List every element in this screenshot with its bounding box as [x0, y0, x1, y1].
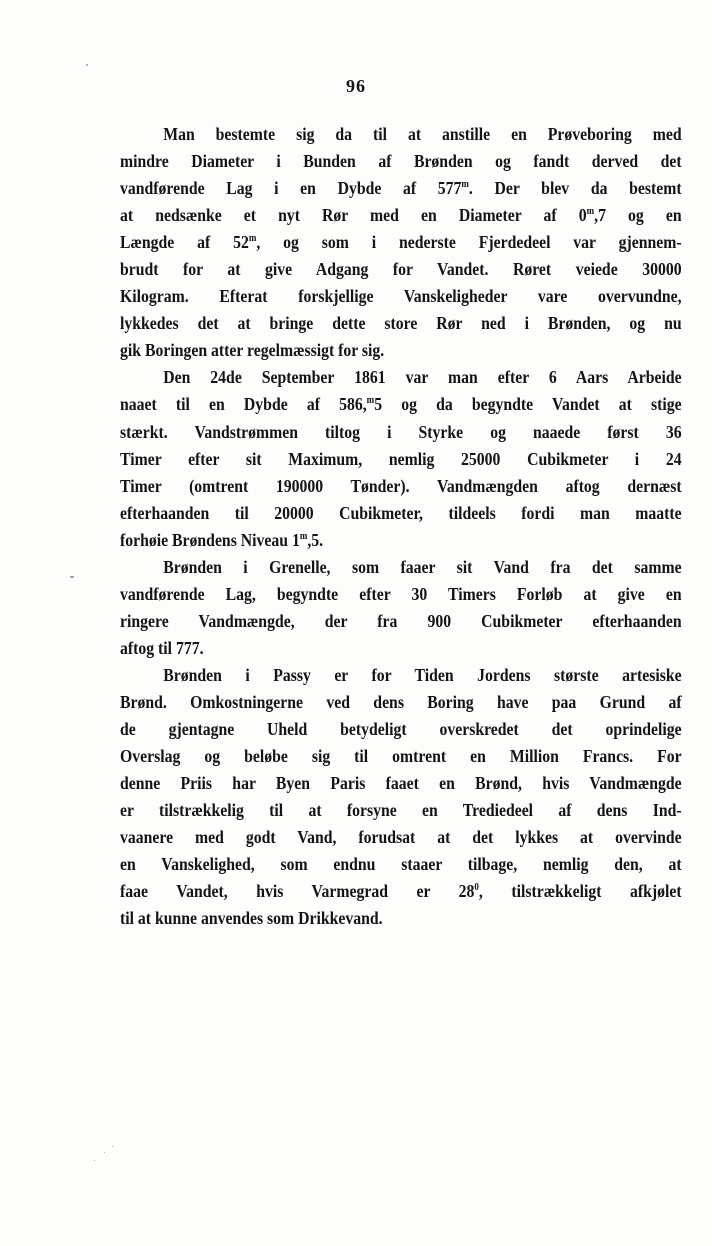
text-line — [120, 256, 682, 283]
text-line — [120, 716, 682, 743]
text-line — [120, 229, 682, 256]
text-line — [120, 391, 682, 418]
text-line-content: efterhaanden til 20000 Cubikmeter, tildeels fordi man maatte — [120, 502, 682, 523]
text-line-continuation: 5 og da begyndte Vandet at stige — [374, 394, 682, 415]
text-line — [120, 743, 682, 770]
text-line — [120, 662, 682, 689]
text-line-content: vandførende Lag, begyndte efter 30 Timers Forløb at give en — [120, 583, 682, 604]
text-line-content: lykkedes det at bringe dette store Rør ned i Brønden, og nu — [120, 313, 682, 334]
text-line — [120, 851, 682, 878]
text-line — [120, 310, 682, 337]
text-line-continuation: ,7 og en — [594, 205, 682, 226]
text-line-content: brudt for at give Adgang for Vandet. Røret veiede 30000 — [120, 259, 682, 280]
text-line — [120, 770, 682, 797]
superscript-unit: m — [366, 395, 375, 407]
text-line — [120, 608, 682, 635]
text-line-content: Brønden i Passy er for Tiden Jordens største artesiske — [163, 664, 682, 685]
text-line — [120, 581, 682, 608]
superscript-unit: m — [586, 206, 595, 218]
text-line-content: Brønden i Grenelle, som faaer sit Vand fra det samme — [163, 556, 682, 577]
text-line-continuation: . Der blev da bestemt — [468, 178, 682, 199]
text-line — [120, 175, 682, 202]
text-line-content: denne Priis har Byen Paris faaet en Brønd, hvis Vandmængde — [120, 773, 682, 794]
text-line — [120, 121, 682, 148]
text-line-content: gik Boringen atter regelmæssigt for sig. — [120, 340, 385, 361]
text-line-content: ringere Vandmængde, der fra 900 Cubikmeter efterhaanden — [120, 610, 682, 631]
text-line — [120, 824, 682, 851]
superscript-unit: m — [248, 233, 257, 245]
text-line — [120, 419, 682, 446]
text-line-content: til at kunne anvendes som Drikkevand. — [120, 908, 383, 929]
text-line — [120, 554, 682, 581]
text-line — [120, 527, 682, 554]
text-line-content: forhøie Brøndens Niveau 1 — [120, 529, 300, 550]
text-line-continuation: , og som i nederste Fjerdedeel var gjennem- — [256, 232, 682, 253]
superscript-unit: m — [299, 530, 308, 542]
superscript-unit: 0 — [474, 882, 479, 894]
text-line — [120, 202, 682, 229]
text-line — [120, 689, 682, 716]
text-line-content: naaet til en Dybde af 586, — [120, 394, 367, 415]
text-line-content: Timer efter sit Maximum, nemlig 25000 Cubikmeter i 24 — [120, 448, 682, 469]
text-line — [120, 364, 682, 391]
text-line-content: Man bestemte sig da til at anstille en Prøveboring med — [163, 124, 682, 144]
body-text — [120, 121, 682, 932]
text-line-content: Længde af 52 — [120, 232, 249, 253]
text-line-continuation: , tilstrækkeligt afkjølet — [478, 881, 682, 902]
scan-speck — [86, 64, 88, 66]
text-line — [120, 797, 682, 824]
text-line — [120, 446, 682, 473]
text-line — [120, 473, 682, 500]
text-line-continuation: ,5. — [307, 529, 324, 550]
text-line — [120, 337, 682, 364]
text-line — [120, 905, 682, 932]
scan-speck — [70, 576, 74, 578]
superscript-unit: m — [461, 179, 469, 191]
text-line — [120, 500, 682, 527]
scan-speck — [112, 1146, 113, 1147]
text-line-content: vaanere med godt Vand, forudsat at det lykkes at overvinde — [120, 827, 682, 848]
text-line-content: Kilogram. Efterat forskjellige Vanskeligheder vare overvundne, — [120, 286, 682, 307]
text-line-content: Brønd. Omkostningerne ved dens Boring have paa Grund af — [120, 691, 682, 712]
text-line — [120, 878, 682, 905]
scan-speck — [104, 1152, 105, 1153]
text-line-content: mindre Diameter i Bunden af Brønden og fandt derved det — [120, 151, 682, 172]
text-line-content: Timer (omtrent 190000 Tønder). Vandmængden aftog dernæst — [120, 475, 682, 496]
text-line-content: de gjentagne Uheld betydeligt overskredet det oprindelige — [120, 719, 682, 740]
text-line-content: en Vanskelighed, som endnu staaer tilbage, nemlig den, at — [120, 854, 682, 875]
text-line-content: Den 24de September 1861 var man efter 6 Aars Arbeide — [163, 367, 682, 388]
text-line — [120, 283, 682, 310]
text-line-content: Overslag og beløbe sig til omtrent en Million Francs. For — [120, 746, 682, 767]
text-line-content: vandførende Lag i en Dybde af 577 — [120, 178, 462, 199]
page-number: 96 — [346, 76, 366, 96]
text-line-content: er tilstrækkelig til at forsyne en Trediedeel af dens Ind- — [120, 800, 682, 821]
text-line — [120, 148, 682, 175]
text-line-content: aftog til 777. — [120, 637, 204, 658]
scan-speck — [94, 1160, 95, 1161]
text-line-content: stærkt. Vandstrømmen tiltog i Styrke og naaede først 36 — [120, 421, 682, 442]
text-line-content: faae Vandet, hvis Varmegrad er 28 — [120, 881, 475, 902]
text-line-content: at nedsænke et nyt Rør med en Diameter af 0 — [120, 205, 587, 226]
text-line — [120, 635, 682, 662]
